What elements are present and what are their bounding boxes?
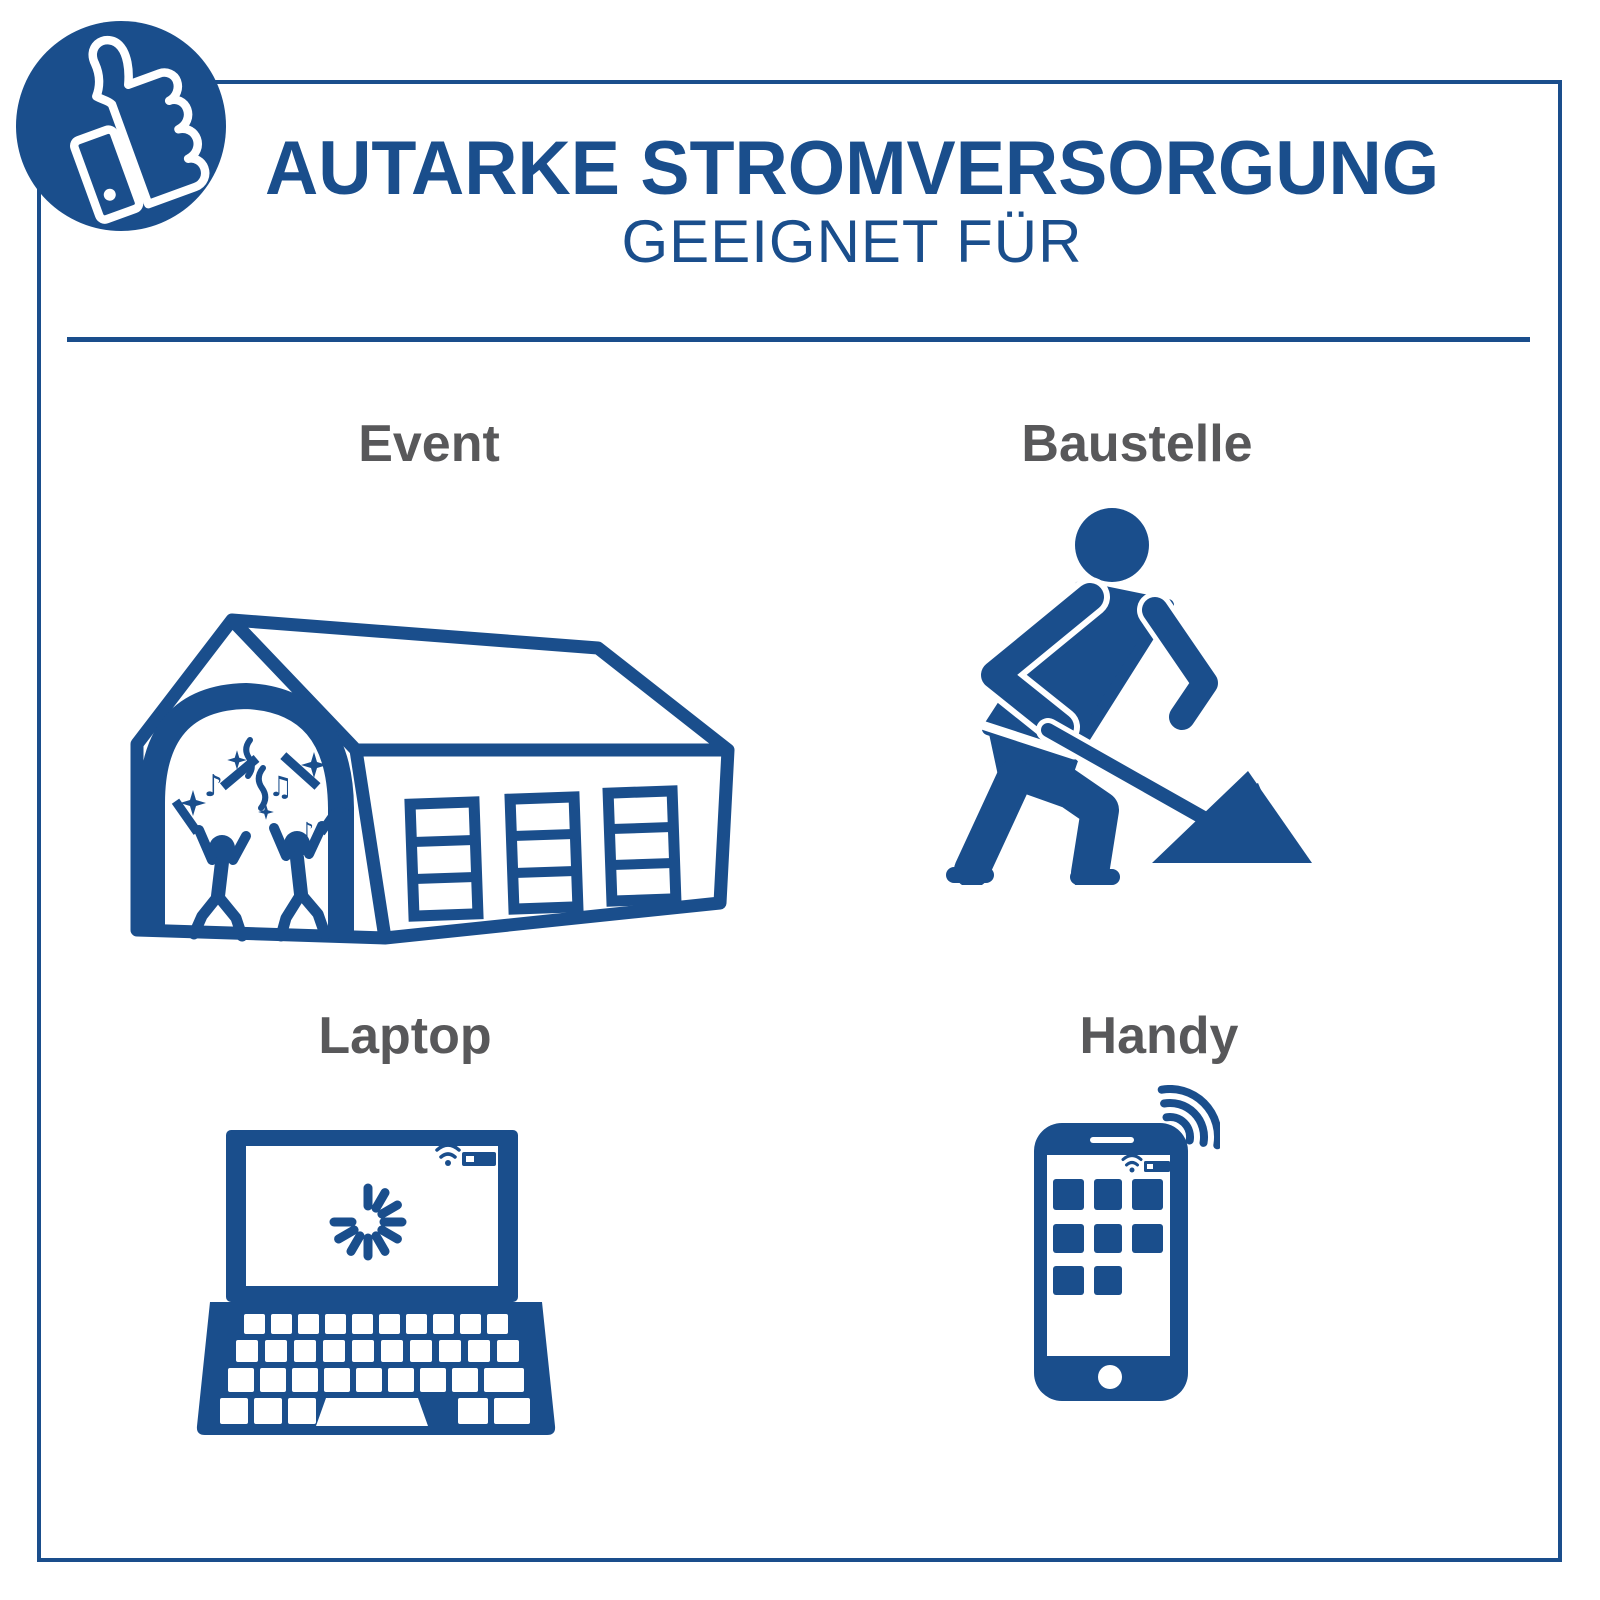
battery-icon [1144,1161,1170,1172]
smartphone-icon [1020,1085,1220,1405]
tent-windows [410,791,676,916]
svg-text:♪: ♪ [204,769,224,804]
svg-text:♫: ♫ [268,770,294,803]
battery-icon [462,1152,496,1166]
tile-label-baustelle: Baustelle [1021,415,1253,473]
laptop-icon [196,1130,556,1440]
tile-label-event: Event [358,415,500,473]
construction-worker-icon [940,505,1320,885]
touchpad [316,1398,428,1426]
separator-line [67,337,1530,342]
tile-label-handy: Handy [1079,1007,1239,1065]
page-title: AUTARKE STROMVERSORGUNG [264,126,1440,211]
party-tent-icon [100,598,750,948]
home-button [1098,1365,1122,1389]
svg-text:♪: ♪ [300,819,315,844]
page-subtitle: GEEIGNET FÜR [621,208,1083,275]
speaker-slit [1090,1137,1134,1143]
tile-label-laptop: Laptop [318,1007,492,1065]
